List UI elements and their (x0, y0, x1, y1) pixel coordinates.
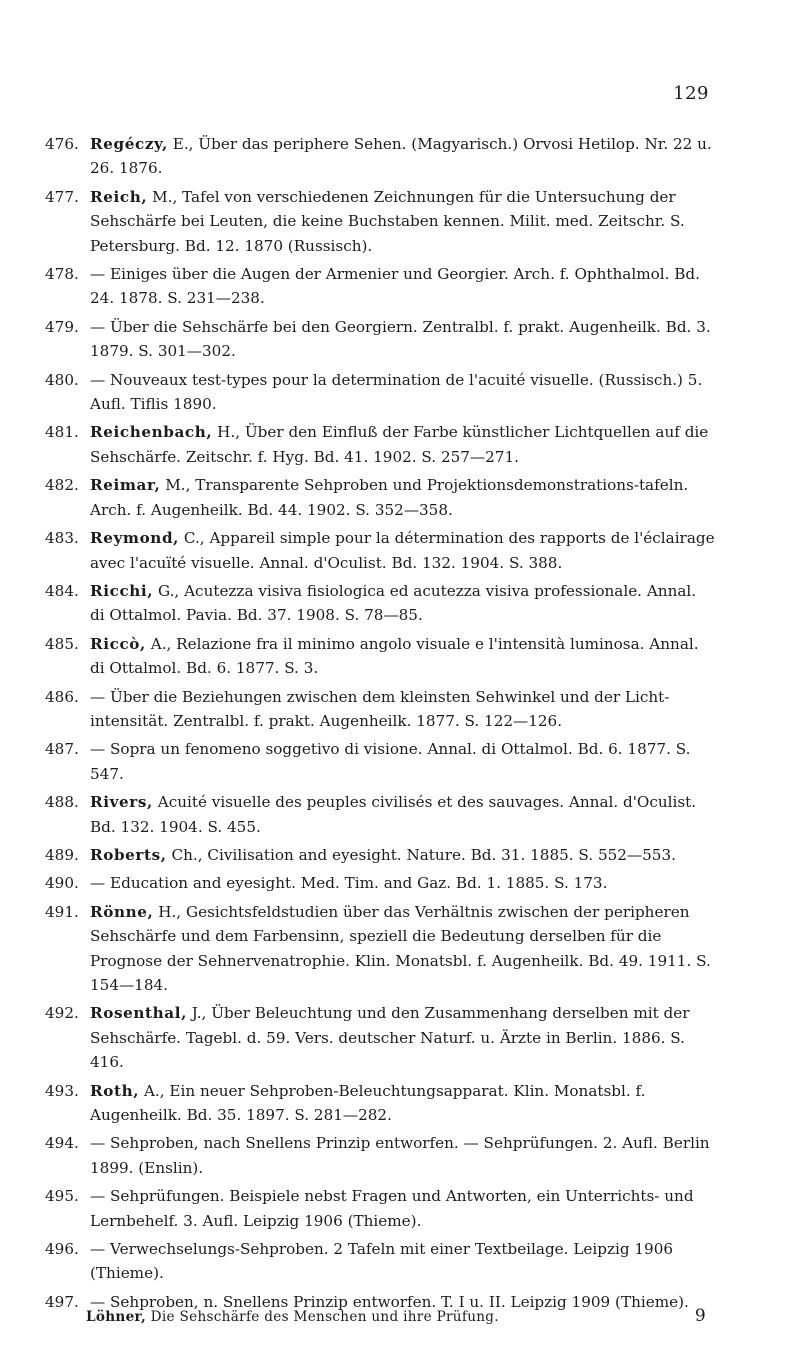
entry-text: — Sehprüfungen. Beispiele nebst Fragen und Antworten, ein Unterrichts- und Lernbehelf. 3. Aufl. Leipzig 1906 (Thieme). (90, 1187, 694, 1230)
entry-text: Ch., Civilisation and eyesight. Nature. Bd. 31. 1885. S. 552—553. (171, 845, 676, 864)
entry-number: 479. (45, 317, 79, 336)
entry-author: Reymond, (90, 529, 180, 548)
entry-text: — Sehproben, n. Snellens Prinzip entworfen. T. I u. II. Leipzig 1909 (Thieme). (90, 1292, 689, 1311)
entry-author: Rivers, (90, 793, 153, 812)
entry-number: 482. (45, 476, 79, 495)
entry-text: G., Acutezza visiva fisiologica ed acutezza visiva professionale. Annal. di Ottalmol. Pavia. Bd. 37. 1908. S. 78—85. (90, 581, 697, 625)
footer-author: Löhner, (86, 1309, 147, 1325)
entry-number: 480. (45, 370, 79, 389)
entry-author: Reich, (90, 187, 148, 206)
entry-number: 488. (45, 793, 79, 812)
footer-title: Die Sehschärfe des Menschen und ihre Prüfung. (150, 1309, 499, 1325)
entry-number: 481. (45, 423, 79, 442)
entry-number: 496. (45, 1240, 79, 1259)
entry-number: 493. (45, 1081, 79, 1100)
entry-author: Rönne, (90, 902, 154, 921)
bibliography-entry (45, 1237, 715, 1286)
bibliography-entry (45, 420, 715, 469)
bibliography-entry (45, 315, 715, 364)
bibliography-entry (45, 737, 715, 786)
entry-text: A., Relazione fra il minimo angolo visuale e l'intensità luminosa. Annal. di Ottalmol. Bd. 6. 1877. S. 3. (90, 634, 699, 678)
entry-text: J., Über Beleuchtung und den Zusammenhang derselben mit der Sehschärfe. Tagebl. d. 59. Vers. deutscher Naturf. u. Ärzte in Berlin. 1886. S. 416. (90, 1004, 690, 1072)
entry-text: — Sopra un fenomeno soggetivo di visione. Annal. di Ottalmol. Bd. 6. 1877. S. 547. (90, 740, 691, 783)
bibliography-entry (45, 1131, 715, 1180)
entry-text: M., Transparente Sehproben und Projektionsdemonstrations-tafeln. Arch. f. Augenheilk. Bd. 44. 1902. S. 352—358. (90, 476, 689, 519)
entry-text: — Verwechselungs-Sehproben. 2 Tafeln mit einer Textbeilage. Leipzig 1906 (Thieme). (90, 1240, 674, 1283)
entry-author: Roth, (90, 1081, 140, 1100)
entry-author: Rosenthal, (90, 1004, 187, 1023)
entry-text: — Sehproben, nach Snellens Prinzip entworfen. — Sehprüfungen. 2. Aufl. Berlin 1899. (Enslin). (90, 1134, 710, 1177)
entry-author: Reimar, (90, 476, 161, 495)
entry-author: Riccò, (90, 634, 146, 653)
entry-number: 485. (45, 634, 79, 653)
bibliography-entry (45, 526, 715, 575)
bibliography-entry (45, 368, 715, 417)
entry-author: Roberts, (90, 845, 167, 864)
entry-number: 484. (45, 581, 79, 600)
bibliography-entry (45, 473, 715, 522)
entry-number: 478. (45, 265, 79, 284)
entry-number: 489. (45, 845, 79, 864)
entry-author: Regéczy, (90, 135, 168, 153)
page-footer (86, 1306, 706, 1326)
entry-text: — Education and eyesight. Med. Tim. and Gaz. Bd. 1. 1885. S. 173. (90, 874, 608, 893)
bibliography-entry (45, 579, 715, 628)
entry-text: M., Tafel von verschiedenen Zeichnungen für die Untersuchung der Sehschärfe bei Leuten, die keine Buchstaben kennen. Milit. med. Zeitschr. S. Petersburg. Bd. 12. 1870 (Russisch). (90, 187, 685, 255)
entry-text: — Über die Beziehungen zwischen dem kleinsten Sehwinkel und der Licht-intensität. Zentralbl. f. prakt. Augenheilk. 1877. S. 122—126. (90, 687, 670, 730)
entry-text: E., Über das periphere Sehen. (Magyarisch.) Orvosi Hetilop. Nr. 22 u. 26. 1876. (90, 135, 712, 178)
bibliography-list (45, 132, 715, 1318)
entry-author: Ricchi, (90, 581, 154, 600)
bibliography-entry (45, 632, 715, 681)
entry-author: Reichenbach, (90, 423, 213, 442)
bibliography-entry (45, 790, 715, 839)
entry-text: H., Gesichtsfeldstudien über das Verhältnis zwischen der peripheren Sehschärfe und dem Farbensinn, speziell die Bedeutung derselben für die Prognose der Sehnervenatrophie. Klin. Monatsbl. f. Augenheilk. Bd. 49. 1911. S. 154—184. (90, 902, 711, 994)
bibliography-entry (45, 871, 715, 895)
bibliography-entry (45, 262, 715, 311)
signature-mark: 9 (694, 1306, 706, 1326)
entry-text: — Über die Sehschärfe bei den Georgiern. Zentralbl. f. prakt. Augenheilk. Bd. 3. 1879. S. 301—302. (90, 317, 711, 361)
entry-number: 486. (45, 687, 79, 706)
entry-text: — Nouveaux test-types pour la determination de l'acuité visuelle. (Russisch.) 5. Aufl. Tiflis 1890. (90, 370, 703, 414)
entry-number: 483. (45, 529, 79, 548)
entry-number: 487. (45, 740, 79, 759)
entry-text: — Einiges über die Augen der Armenier und Georgier. Arch. f. Ophthalmol. Bd. 24. 1878. S. 231—238. (90, 265, 700, 308)
bibliography-entry (45, 185, 715, 258)
bibliography-entry (45, 843, 715, 867)
entry-number: 497. (45, 1292, 79, 1311)
page-number: 129 (673, 83, 709, 104)
entry-text: C., Appareil simple pour la détermination des rapports de l'éclairage avec l'acuïté visuelle. Annal. d'Oculist. Bd. 132. 1904. S. 388. (90, 529, 715, 572)
entry-number: 476. (45, 135, 79, 153)
bibliography-entry (45, 1079, 715, 1128)
bibliography-entry (45, 1001, 715, 1074)
entry-number: 491. (45, 902, 79, 921)
entry-number: 494. (45, 1134, 79, 1153)
entry-number: 477. (45, 187, 79, 206)
entry-text: H., Über den Einfluß der Farbe künstlicher Lichtquellen auf die Sehschärfe. Zeitschr. f. Hyg. Bd. 41. 1902. S. 257—271. (90, 423, 709, 466)
entry-number: 495. (45, 1187, 79, 1206)
bibliography-entry (45, 900, 715, 998)
bibliography-entry (45, 685, 715, 734)
entry-text: A., Ein neuer Sehproben-Beleuchtungsapparat. Klin. Monatsbl. f. Augenheilk. Bd. 35. 1897. S. 281—282. (90, 1081, 646, 1125)
entry-text: Acuité visuelle des peuples civilisés et des sauvages. Annal. d'Oculist. Bd. 132. 1904. S. 455. (90, 793, 697, 836)
entry-number: 490. (45, 874, 79, 893)
entry-number: 492. (45, 1004, 79, 1023)
bibliography-entry (45, 1184, 715, 1233)
bibliography-entry (45, 132, 715, 181)
